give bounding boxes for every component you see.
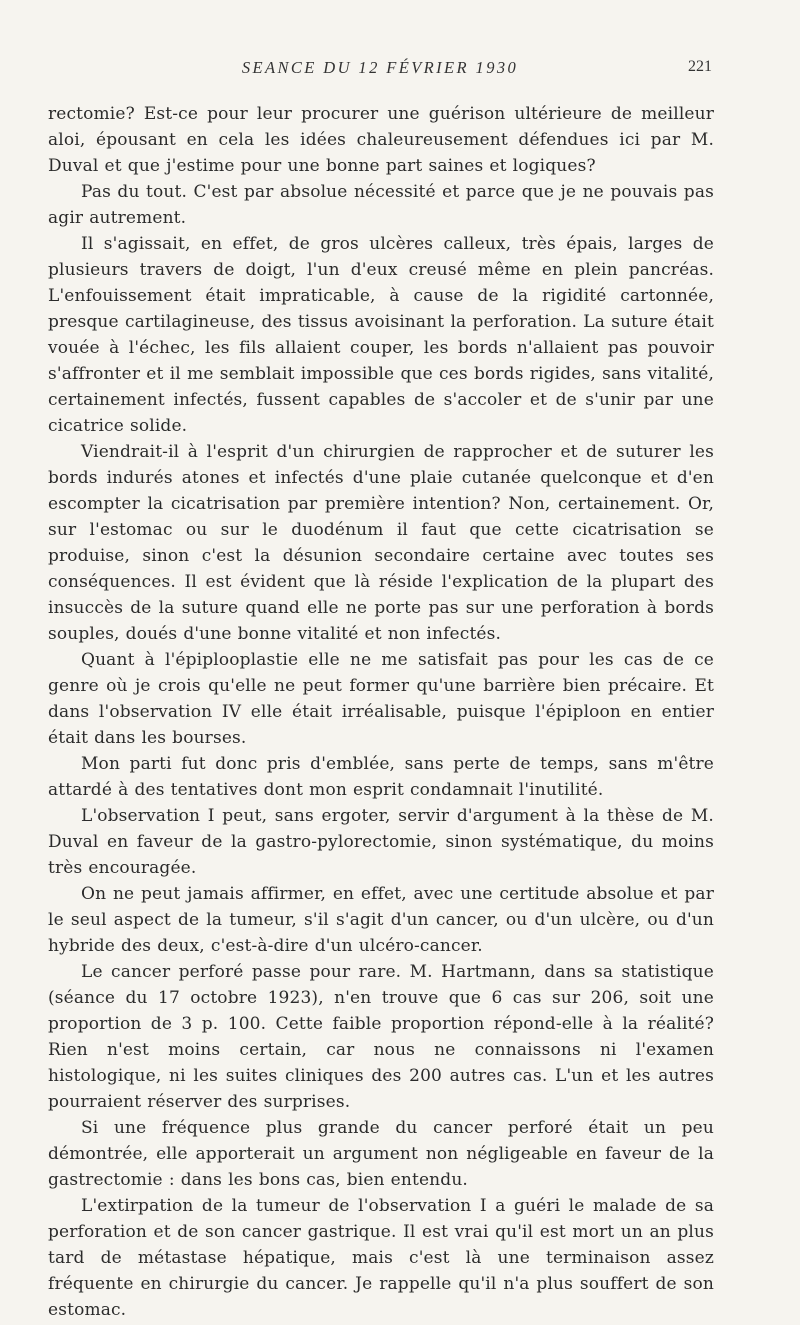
page-header xyxy=(48,58,712,84)
body-text xyxy=(48,101,714,1323)
paragraph: L'extirpation de la tumeur de l'observation I a guéri le malade de sa perforation et de son cancer gastrique. Il est vrai qu'il est mort un an plus tard de métastase hépatique, mais c'est là une terminaison assez fréquente en chirurgie du cancer. Je rappelle qu'il n'a plus souffert de son estomac. xyxy=(48,1196,714,1320)
paragraph: On ne peut jamais affirmer, en effet, avec une certitude absolue et par le seul aspect de la tumeur, s'il s'agit d'un cancer, ou d'un ulcère, ou d'un hybride des deux, c'est-à-dire d'un ulcéro-cancer. xyxy=(48,884,714,956)
paragraph: Quant à l'épiplooplastie elle ne me satisfait pas pour les cas de ce genre où je crois qu'elle ne peut former qu'une barrière bien précaire. Et dans l'observation IV elle était irréalisable, puisque l'épiploon en entier était dans les bourses. xyxy=(48,650,714,748)
paragraph: Pas du tout. C'est par absolue nécessité et parce que je ne pouvais pas agir autrement. xyxy=(48,182,714,228)
paragraph: Le cancer perforé passe pour rare. M. Hartmann, dans sa statistique (séance du 17 octobre 1923), n'en trouve que 6 cas sur 206, soit une proportion de 3 p. 100. Cette faible proportion répond-elle à la réalité? Rien n'est moins certain, car nous ne connaissons ni l'examen histologique, ni les suites cliniques des 200 autres cas. L'un et les autres pourraient réserver des surprises. xyxy=(48,962,714,1112)
paragraph: Mon parti fut donc pris d'emblée, sans perte de temps, sans m'être attardé à des tentatives dont mon esprit condamnait l'inutilité. xyxy=(48,754,714,800)
paragraph: rectomie? Est-ce pour leur procurer une guérison ultérieure de meilleur aloi, épousant en cela les idées chaleureusement défendues ici par M. Duval et que j'estime pour une bonne part saines et logiques? xyxy=(48,104,714,176)
paragraph: Il s'agissait, en effet, de gros ulcères calleux, très épais, larges de plusieurs travers de doigt, l'un d'eux creusé même en plein pancréas. L'enfouissement était impraticable, à cause de la rigidité cartonnée, presque cartilagineuse, des tissus avoisinant la perforation. La suture était vouée à l'échec, les fils allaient couper, les bords n'allaient pas pouvoir s'affronter et il me semblait impossible que ces bords rigides, sans vitalité, certainement infectés, fussent capables de s'accoler et de s'unir par une cicatrice solide. xyxy=(48,234,714,436)
page-number: 221 xyxy=(688,58,712,75)
paragraph: Si une fréquence plus grande du cancer perforé était un peu démontrée, elle apporterait un argument non négligeable en faveur de la gastrectomie : dans les bons cas, bien entendu. xyxy=(48,1118,714,1190)
paragraph: Viendrait-il à l'esprit d'un chirurgien de rapprocher et de suturer les bords indurés atones et infectés d'une plaie cutanée quelconque et d'en escompter la cicatrisation par première intention? Non, certainement. Or, sur l'estomac ou sur le duodénum il faut que cette cicatrisation se produise, sinon c'est la désunion secondaire certaine avec toutes ses conséquences. Il est évident que là réside l'explication de la plupart des insuccès de la suture quand elle ne porte pas sur une perforation à bords souples, doués d'une bonne vitalité et non infectés. xyxy=(48,442,714,644)
paragraph: L'observation I peut, sans ergoter, servir d'argument à la thèse de M. Duval en faveur de la gastro-pylorectomie, sinon systématique, du moins très encouragée. xyxy=(48,806,714,878)
running-title: SEANCE DU 12 FÉVRIER 1930 xyxy=(241,58,519,77)
